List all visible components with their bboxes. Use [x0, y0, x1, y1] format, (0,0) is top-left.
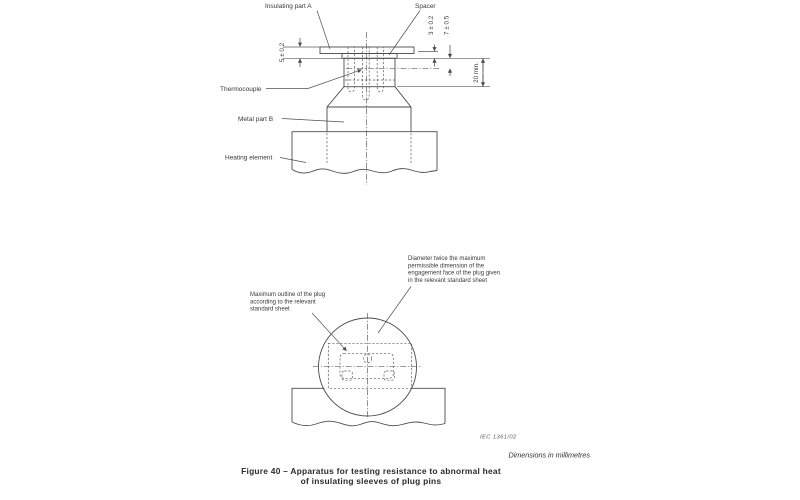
thermocouple-leader: [266, 70, 362, 89]
diameter-label-line1: Diameter twice the maximum: [408, 256, 486, 262]
insulating-part-a-leader: [317, 11, 330, 50]
max-outline-label-line2: according to the relevant: [250, 299, 316, 306]
heating-element-label: Heating element: [225, 154, 273, 162]
max-outline-label-line1: Maximum outline of the plug: [250, 292, 326, 298]
heating-element-break-line: [292, 169, 437, 174]
metal-part-b-label: Metal part B: [238, 116, 274, 123]
pin-centre-hidden-outline: [362, 47, 369, 100]
thermocouple-label: Thermocouple: [220, 86, 262, 93]
metal-part-b-lower-block: [327, 107, 411, 132]
units-note: Dimensions in millimetres: [508, 450, 590, 460]
diameter-label-line2: permissible dimension of the: [408, 263, 485, 270]
figure-caption-line2: of insulating sleeves of plug pins: [300, 476, 442, 486]
figure-caption-line1: Figure 40 – Apparatus for testing resistance to abnormal heat: [241, 466, 501, 476]
dim-block-depth: 20 min.: [473, 62, 480, 83]
apparatus-section-view: [220, 3, 490, 185]
plug-view-break-line: [292, 421, 445, 426]
heating-element-shape: [292, 132, 437, 171]
dim-spacer-height: 3 ± 0.2: [428, 15, 435, 35]
max-outline-leader: [312, 313, 347, 351]
drawing-reference: IEC 1361/02: [480, 434, 517, 441]
diameter-label-line3: engagement face of the plug given: [408, 270, 501, 277]
spacer-label: Spacer: [415, 3, 436, 10]
insulating-part-a-label: Insulating part A: [265, 3, 312, 10]
diameter-label-line4: in the relevant standard sheet: [408, 277, 488, 284]
metal-part-b-taper: [327, 87, 411, 107]
heating-element-leader: [280, 158, 306, 163]
plug-outline-view: [250, 256, 500, 426]
max-outline-label-line3: standard sheet: [250, 306, 290, 313]
plug-outline-rect: [328, 343, 411, 388]
pin-aperture-left: [342, 371, 352, 380]
metal-part-b-leader: [282, 119, 344, 123]
plug-face-rounded-rect: [340, 353, 393, 378]
insulating-part-a-shape: [320, 47, 414, 54]
spacer-leader: [389, 11, 420, 56]
dim-sleeve-depth: 7 ± 0.5: [443, 15, 451, 35]
dim-plate-height: 5 ± 0.2: [279, 42, 286, 63]
plug-view-heating-element-shape: [292, 388, 445, 423]
